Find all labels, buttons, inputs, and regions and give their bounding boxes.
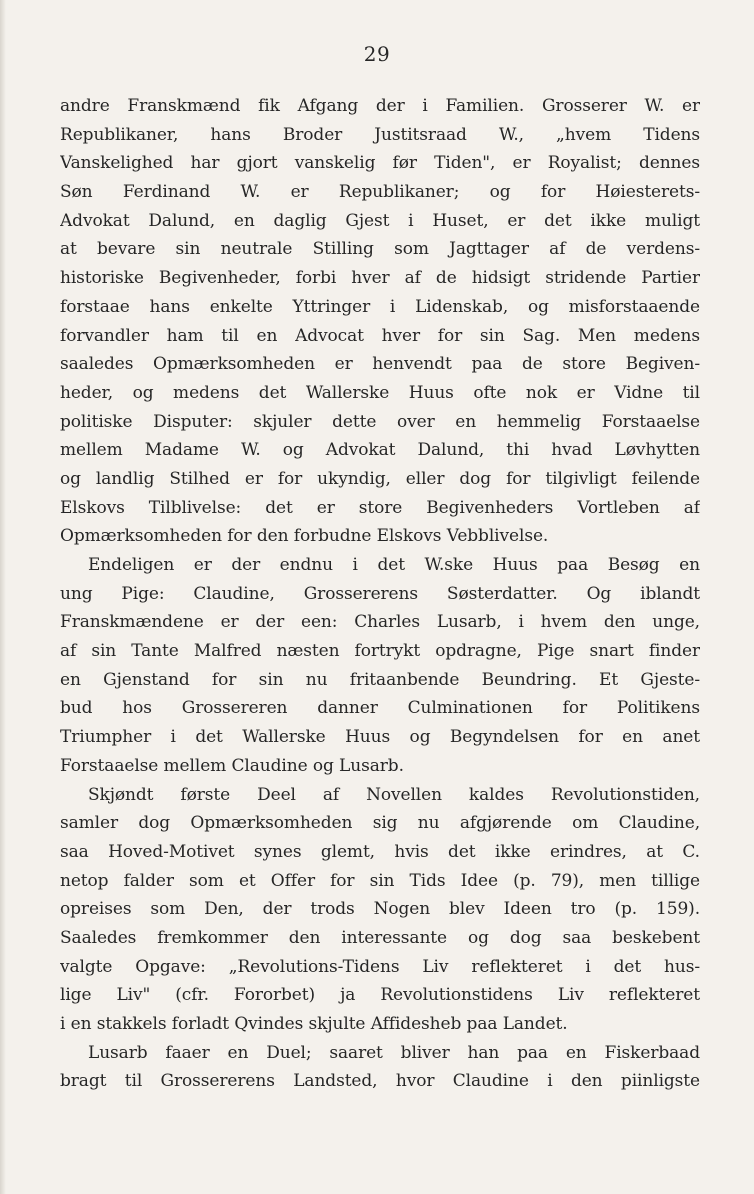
- text-line: Skjøndt første Deel af Novellen kaldes Revolutionstiden,: [88, 784, 700, 805]
- text-line: mellem Madame W. og Advokat Dalund, thi hvad Løvhytten: [60, 440, 700, 461]
- text-line: saa Hoved-Motivet synes glemt, hvis det ikke erindres, at C.: [60, 841, 700, 862]
- text-line: Vanskelighed har gjort vanskelig før Tiden", er Royalist; dennes: [60, 153, 700, 174]
- text-line: lige Liv" (cfr. Fororbet) ja Revolutionstidens Liv reflekteret: [60, 985, 700, 1006]
- text-line: valgte Opgave: „Revolutions-Tidens Liv reflekteret i det hus-: [60, 956, 700, 977]
- text-line: forvandler ham til en Advocat hver for sin Sag. Men medens: [60, 325, 700, 346]
- text-line: Lusarb faaer en Duel; saaret bliver han paa en Fiskerbaad: [88, 1042, 700, 1063]
- page-number: 29: [363, 42, 391, 66]
- text-line: politiske Disputer: skjuler dette over en hemmelig Forstaaelse: [60, 411, 700, 432]
- text-line: Endeligen er der endnu i det W.ske Huus paa Besøg en: [88, 555, 700, 575]
- text-line: Opmærksomheden for den forbudne Elskovs Vebblivelse.: [60, 526, 549, 547]
- page-edge-shadow: [0, 0, 6, 1194]
- text-line: bragt til Grossererens Landsted, hvor Claudine i den piinligste: [60, 1071, 700, 1092]
- text-line: historiske Begivenheder, forbi hver af de hidsigt stridende Partier: [60, 268, 700, 289]
- text-line: Franskmændene er der een: Charles Lusarb, i hvem den unge,: [60, 612, 700, 633]
- text-line: og landlig Stilhed er for ukyndig, eller dog for tilgivligt feilende: [60, 468, 700, 489]
- text-line: forstaae hans enkelte Yttringer i Lidenskab, og misforstaaende: [60, 296, 700, 317]
- text-line: en Gjenstand for sin nu fritaanbende Beundring. Et Gjeste-: [60, 669, 700, 690]
- text-line: samler dog Opmærksomheden sig nu afgjørende om Claudine,: [60, 813, 700, 834]
- text-line: af sin Tante Malfred næsten fortrykt opdragne, Pige snart finder: [60, 641, 700, 662]
- text-line: at bevare sin neutrale Stilling som Jagttager af de verdens-: [60, 239, 700, 260]
- text-line: bud hos Grossereren danner Culminationen for Politikens: [60, 698, 700, 719]
- text-line: opreises som Den, der trods Nogen blev Ideen tro (p. 159).: [60, 899, 700, 920]
- text-line: Advokat Dalund, en daglig Gjest i Huset, er det ikke muligt: [60, 210, 700, 231]
- text-line: andre Franskmænd fik Afgang der i Familien. Grosserer W. er: [60, 96, 700, 116]
- body-text: [60, 92, 700, 1096]
- text-line: i en stakkels forladt Qvindes skjulte Affidesheb paa Landet.: [60, 1014, 568, 1034]
- text-line: Saaledes fremkommer den interessante og dog saa beskebent: [60, 927, 700, 948]
- text-line: Søn Ferdinand W. er Republikaner; og for Høiesterets-: [60, 182, 700, 203]
- text-line: saaledes Opmærksomheden er henvendt paa de store Begiven-: [60, 354, 700, 375]
- text-line: ung Pige: Claudine, Grossererens Søsterdatter. Og iblandt: [60, 583, 700, 604]
- text-line: Forstaaelse mellem Claudine og Lusarb.: [60, 755, 404, 776]
- text-line: netop falder som et Offer for sin Tids Idee (p. 79), men tillige: [60, 870, 700, 891]
- text-line: heder, og medens det Wallerske Huus ofte nok er Vidne til: [60, 382, 700, 403]
- text-line: Elskovs Tilblivelse: det er store Begivenheders Vortleben af: [60, 497, 700, 518]
- text-line: Republikaner, hans Broder Justitsraad W., „hvem Tidens: [60, 124, 700, 145]
- text-line: Triumpher i det Wallerske Huus og Begyndelsen for en anet: [60, 727, 700, 748]
